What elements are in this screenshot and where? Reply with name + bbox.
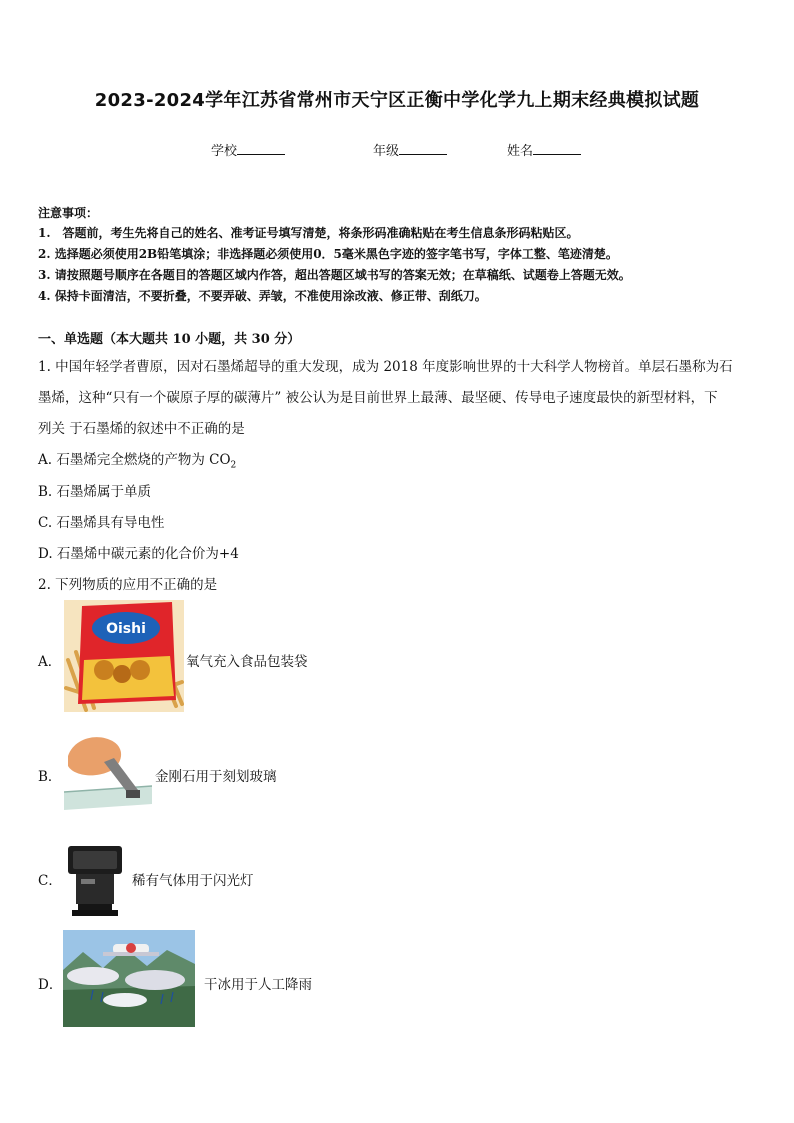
q1-option-c[interactable]: C. 石墨烯具有导电性 bbox=[38, 515, 165, 531]
q2-option-b-label[interactable]: B． bbox=[38, 769, 62, 785]
q1-option-a[interactable] bbox=[38, 448, 236, 471]
glass-cutter-image bbox=[64, 732, 152, 812]
name-blank bbox=[533, 141, 581, 155]
question-2-stem: 2. 下列物质的应用不正确的是 bbox=[38, 577, 218, 593]
question-1-line: 1. 中国年轻学者曹原，因对石墨烯超导的重大发现，成为 2018 年度影响世界的十大科学人物榜首。单层石墨称为石 bbox=[38, 359, 733, 375]
rain-plane-image bbox=[63, 930, 195, 1027]
name-label: 姓名 bbox=[507, 144, 534, 159]
q1-option-a-text: A. 石墨烯完全燃烧的产物为 CO bbox=[38, 452, 231, 468]
q1-option-a-subscript: 2 bbox=[230, 460, 237, 471]
q2-option-c-caption: 稀有气体用于闪光灯 bbox=[132, 873, 254, 889]
name-field bbox=[507, 140, 581, 159]
question-1-line: 墨烯，这种“只有一个碳原子厚的碳薄片” 被公认为是目前世界上最薄、最坚硬、传导电子速度最快的新型材料，下 bbox=[38, 390, 718, 406]
grade-blank bbox=[399, 141, 447, 155]
rain-plane-icon bbox=[63, 930, 195, 1027]
q1-option-b[interactable]: B. 石墨烯属于单质 bbox=[38, 484, 152, 500]
notice-item: 1. 答题前，考生先将自己的姓名、准考证号填写清楚，将条形码准确粘贴在考生信息条形码粘贴区。 bbox=[38, 226, 579, 240]
question-1-line: 列关 于石墨烯的叙述中不正确的是 bbox=[38, 421, 245, 437]
school-label: 学校 bbox=[211, 144, 238, 159]
q2-option-d-caption: 干冰用于人工降雨 bbox=[204, 977, 312, 993]
snack-bag-image bbox=[64, 600, 184, 712]
camera-flash-icon bbox=[64, 844, 126, 918]
section-title: 一、单选题（本大题共 10 小题，共 30 分） bbox=[38, 332, 301, 347]
school-blank bbox=[237, 141, 285, 155]
notice-heading: 注意事项： bbox=[38, 206, 99, 220]
snack-brand-text: Oishi bbox=[106, 621, 146, 637]
q1-option-d[interactable]: D. 石墨烯中碳元素的化合价为+4 bbox=[38, 546, 239, 562]
grade-label: 年级 bbox=[373, 144, 400, 159]
school-field bbox=[211, 140, 285, 159]
q2-option-c-label[interactable]: C． bbox=[38, 873, 62, 889]
grade-field bbox=[373, 140, 447, 159]
q2-option-a-caption: 氧气充入食品包装袋 bbox=[186, 654, 308, 670]
notice-item: 2. 选择题必须使用2B铅笔填涂；非选择题必须使用0．5毫米黑色字迹的签字笔书写，字体工整、笔迹清楚。 bbox=[38, 247, 618, 261]
q2-option-b-caption: 金刚石用于刻划玻璃 bbox=[155, 769, 277, 785]
snack-bag-icon bbox=[64, 600, 184, 712]
q2-option-a-label[interactable]: A． bbox=[38, 654, 62, 670]
q2-option-d-label[interactable]: D． bbox=[38, 977, 63, 993]
page-title: 2023-2024学年江苏省常州市天宁区正衡中学化学九上期末经典模拟试题 bbox=[94, 90, 700, 111]
notice-item: 4. 保持卡面清洁，不要折叠，不要弄破、弄皱，不准使用涂改液、修正带、刮纸刀。 bbox=[38, 289, 487, 303]
camera-flash-image bbox=[64, 844, 126, 918]
notice-item: 3. 请按照题号顺序在各题目的答题区域内作答，超出答题区域书写的答案无效；在草稿纸、试题卷上答题无效。 bbox=[38, 268, 631, 282]
glass-cutter-icon bbox=[64, 732, 152, 812]
